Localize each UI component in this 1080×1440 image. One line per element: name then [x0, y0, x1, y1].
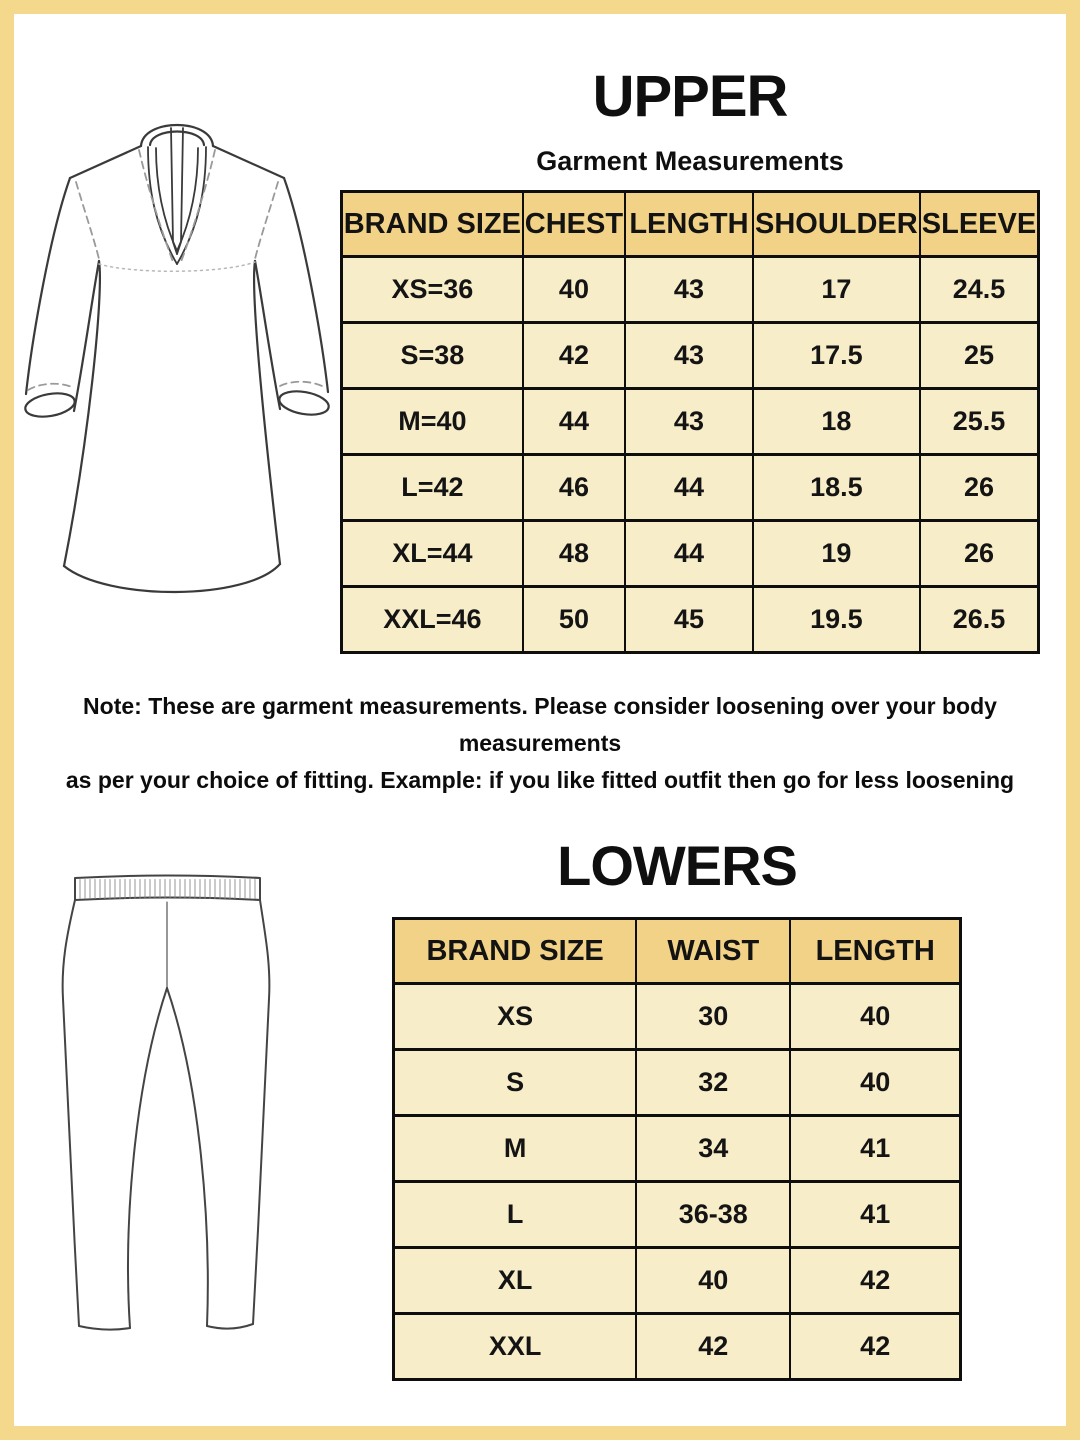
table-row — [342, 521, 1039, 587]
table-cell: M — [394, 1116, 637, 1182]
table-row — [394, 1116, 961, 1182]
table-cell: 41 — [790, 1182, 960, 1248]
note-line-1: Note: These are garment measurements. Please consider loosening over your body measurements — [83, 693, 997, 756]
column-header: BRAND SIZE — [342, 192, 523, 257]
table-row — [394, 1248, 961, 1314]
table-cell: 17.5 — [753, 323, 920, 389]
table-cell: 42 — [636, 1314, 790, 1380]
table-cell: 26.5 — [920, 587, 1039, 653]
table-cell: 25.5 — [920, 389, 1039, 455]
table-cell: S=38 — [342, 323, 523, 389]
table-cell: 48 — [523, 521, 625, 587]
table-cell: 43 — [625, 389, 753, 455]
table-row — [394, 1314, 961, 1380]
table-cell: 19 — [753, 521, 920, 587]
table-cell: XS=36 — [342, 257, 523, 323]
table-cell: 26 — [920, 521, 1039, 587]
column-header: SLEEVE — [920, 192, 1039, 257]
table-cell: 40 — [790, 984, 960, 1050]
table-cell: 26 — [920, 455, 1039, 521]
table-cell: XS — [394, 984, 637, 1050]
table-cell: 19.5 — [753, 587, 920, 653]
table-cell: 41 — [790, 1116, 960, 1182]
table-row — [342, 323, 1039, 389]
table-row — [342, 389, 1039, 455]
column-header: CHEST — [523, 192, 625, 257]
table-row — [394, 1182, 961, 1248]
header-row — [342, 192, 1039, 257]
table-cell: 43 — [625, 257, 753, 323]
table-cell: 17 — [753, 257, 920, 323]
column-header: LENGTH — [625, 192, 753, 257]
upper-section-subtitle: Garment Measurements — [536, 146, 844, 176]
table-cell: 43 — [625, 323, 753, 389]
table-cell: 40 — [523, 257, 625, 323]
table-cell: 24.5 — [920, 257, 1039, 323]
table-cell: M=40 — [342, 389, 523, 455]
table-cell: 42 — [523, 323, 625, 389]
table-row — [342, 587, 1039, 653]
table-cell: 18.5 — [753, 455, 920, 521]
table-cell: L=42 — [342, 455, 523, 521]
table-cell: XXL=46 — [342, 587, 523, 653]
table-cell: 30 — [636, 984, 790, 1050]
table-cell: 25 — [920, 323, 1039, 389]
table-cell: L — [394, 1182, 637, 1248]
pants-illustration — [55, 864, 335, 1409]
table-cell: 40 — [790, 1050, 960, 1116]
table-row — [394, 1050, 961, 1116]
upper-section-title: UPPER — [592, 64, 788, 129]
table-cell: 46 — [523, 455, 625, 521]
table-cell: 44 — [523, 389, 625, 455]
header-row — [394, 919, 961, 984]
table-row — [394, 984, 961, 1050]
table-cell: 32 — [636, 1050, 790, 1116]
table-cell: XL — [394, 1248, 637, 1314]
upper-size-table — [340, 190, 1040, 654]
upper-size-table-wrap — [340, 190, 1040, 650]
table-cell: XXL — [394, 1314, 637, 1380]
lowers-size-table — [392, 917, 962, 1381]
table-cell: 34 — [636, 1116, 790, 1182]
column-header: SHOULDER — [753, 192, 920, 257]
table-cell: 40 — [636, 1248, 790, 1314]
column-header: BRAND SIZE — [394, 919, 637, 984]
measurement-note — [60, 688, 1020, 798]
kurta-illustration — [22, 114, 332, 614]
column-header: WAIST — [636, 919, 790, 984]
table-row — [342, 257, 1039, 323]
table-cell: 44 — [625, 455, 753, 521]
table-cell: XL=44 — [342, 521, 523, 587]
table-row — [342, 455, 1039, 521]
lowers-section-title: LOWERS — [557, 834, 797, 897]
note-line-2: as per your choice of fitting. Example: if you like fitted outfit then go for less loosening — [65, 766, 1015, 793]
lowers-size-table-wrap — [392, 917, 962, 1376]
table-cell: 44 — [625, 521, 753, 587]
table-cell: S — [394, 1050, 637, 1116]
table-cell: 18 — [753, 389, 920, 455]
column-header: LENGTH — [790, 919, 960, 984]
table-cell: 36-38 — [636, 1182, 790, 1248]
table-cell: 42 — [790, 1248, 960, 1314]
table-cell: 50 — [523, 587, 625, 653]
table-cell: 45 — [625, 587, 753, 653]
table-cell: 42 — [790, 1314, 960, 1380]
